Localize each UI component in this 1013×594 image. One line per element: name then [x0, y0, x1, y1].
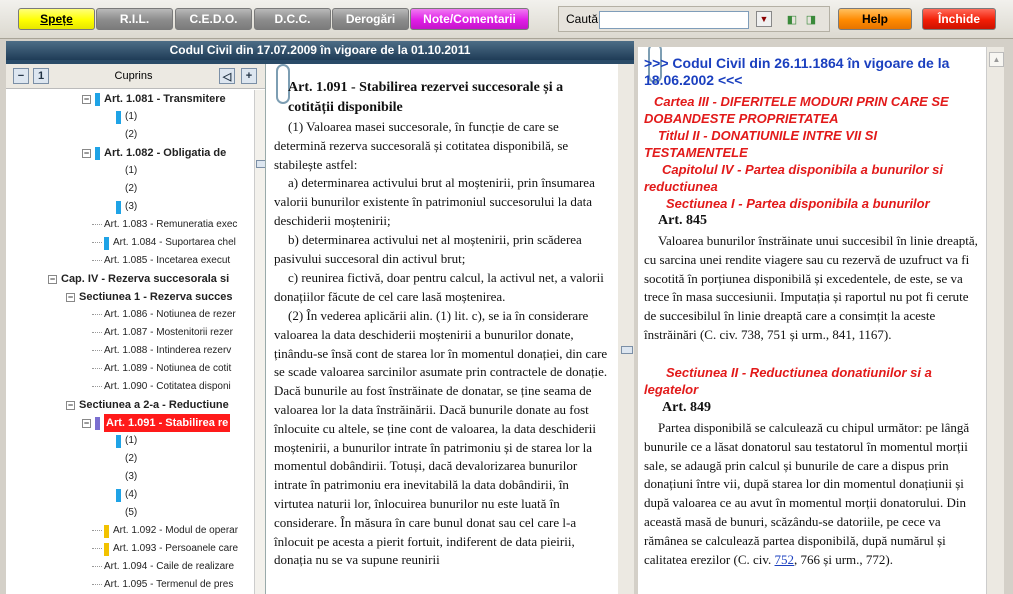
article-paragraph: Valoarea bunurilor înstrăinate unui succesibil în linie dreaptă, cu sarcina unei rendite viagere sau cu rezervă de uzufruct va fi socotită în porțiunea disponibilă și excedentele, de este, se va trece în masa succesiunii. Imputația și raportul nu pot fi cerute de succesibilul în linie dreaptă care a consimțit la aceste înstrăinări (C. civ. 738, 751 și urm., 841, 1167). [644, 233, 978, 342]
tree-item[interactable]: Art. 1.093 - Persoanele care [92, 540, 238, 558]
prev-result-icon[interactable]: ◧ [786, 13, 798, 26]
tree-item[interactable]: − Art. 1.081 - Transmitere [83, 93, 226, 105]
section-heading: Capitolul IV - Partea disponibila a bunurilor si reductiunea [644, 162, 943, 194]
expand-all-icon[interactable]: + [241, 68, 257, 84]
old-code-comparison-panel [638, 47, 986, 594]
tree-item[interactable]: (1) [116, 432, 137, 450]
article-paragraph: b) determinarea activului net al moștenirii, prin scăderea pasivului succesoral din activul brut; [274, 232, 582, 266]
toc-toolbar [6, 64, 265, 89]
paragraph-text: Partea disponibilă se calculează cu chipul următor: pe lângă bunurile ce a lăsat donatorul sau testatorul în momentul morții sale, se adaugă prin calcul și bunurile de care a dispus prin donațiuni între vii, după starea lor din momentul donațiunii și după valoarea ce au avut în momentul morții donatorului. Din această masă de bunuri, scăzându-se datoriile, pe cece va rămânea se calculează partea disponibilă, după numărul și calitatea erezilor (C. civ. [644, 420, 970, 567]
tree-item[interactable]: (4) [116, 486, 137, 504]
search-label: Caută [566, 12, 599, 26]
scroll-thumb[interactable] [621, 346, 633, 354]
article-title: Art. 1.091 - Stabilirea rezervei succesorale și a cotității disponibile [288, 80, 564, 115]
right-scrollbar[interactable] [986, 47, 1004, 594]
tree-item[interactable]: − Cap. IV - Rezerva succesorala si [49, 273, 230, 285]
tree-item[interactable]: (2) [116, 450, 137, 468]
tree-item[interactable]: Art. 1.084 - Suportarea chel [92, 234, 236, 252]
article-content-panel [266, 64, 618, 594]
expand-level-icon[interactable]: 1 [33, 68, 49, 84]
toc-tree [6, 90, 254, 594]
old-code-heading[interactable]: >>> Codul Civil din 26.11.1864 în vigoare de la 18.06.2002 <<< [644, 55, 950, 88]
paragraph-text: , 766 și urm., 772). [794, 551, 893, 567]
tree-item[interactable]: Art. 1.095 - Termenul de pres [92, 576, 233, 594]
collapse-all-icon[interactable]: − [13, 68, 29, 84]
tree-item[interactable]: Art. 1.090 - Cotitatea disponi [92, 378, 231, 396]
chevron-down-icon[interactable]: ▼ [756, 11, 772, 27]
derogari-button[interactable]: Derogări [332, 8, 409, 30]
section-heading: Cartea III - DIFERITELE MODURI PRIN CARE SE DOBANDESTE PROPRIETATEA [644, 94, 949, 126]
spete-button[interactable]: Spețe [18, 8, 95, 30]
tree-item[interactable]: (3) [116, 198, 137, 216]
sync-left-icon[interactable]: ◁ [219, 68, 235, 84]
tree-item[interactable]: Art. 1.089 - Notiunea de cotit [92, 360, 231, 378]
toc-scrollbar[interactable] [254, 90, 266, 594]
article-paragraph: (1) Valoarea masei succesorale, în funcție de care se determină rezerva succesorală și cotitatea disponibilă, se stabilește astfel: [274, 119, 569, 172]
cedo-button[interactable]: C.E.D.O. [175, 8, 252, 30]
help-button[interactable]: Help [838, 8, 912, 30]
article-title: Art. 845 [658, 213, 707, 228]
tree-item[interactable]: Art. 1.086 - Notiunea de rezer [92, 306, 236, 324]
scroll-up-icon[interactable]: ▲ [989, 52, 1004, 67]
main-toolbar [0, 0, 1013, 39]
article-paragraph: c) reunirea fictivă, doar pentru calcul, la activul net, a valorii donațiilor făcute de cel care lasă moștenirea. [274, 270, 604, 304]
tree-item[interactable]: Art. 1.092 - Modul de operar [92, 522, 238, 540]
article-title: Art. 849 [662, 400, 711, 415]
next-result-icon[interactable]: ◨ [805, 13, 817, 26]
section-heading: Sectiunea I - Partea disponibila a bunurilor [666, 196, 930, 211]
scroll-thumb[interactable] [256, 160, 266, 168]
table-of-contents-panel [6, 64, 266, 594]
article-paragraph: a) determinarea activului brut al moștenirii, prin însumarea valorii bunurilor existente în patrimoniul succesorului la data deschiderii moștenirii; [274, 175, 595, 228]
tree-item[interactable]: − Sectiunea a 2-a - Reductiune [67, 399, 229, 411]
tree-item[interactable]: − Art. 1.082 - Obligatia de [83, 147, 227, 159]
dcc-button[interactable]: D.C.C. [254, 8, 331, 30]
tree-item[interactable]: (5) [116, 504, 137, 522]
article-scrollbar[interactable] [618, 64, 634, 594]
ril-button[interactable]: R.I.L. [96, 8, 173, 30]
tree-item[interactable]: Art. 1.085 - Incetarea execut [92, 252, 230, 270]
tree-item[interactable]: (1) [116, 108, 137, 126]
tree-item[interactable]: − Sectiunea 1 - Rezerva succes [67, 291, 233, 303]
tree-item[interactable]: (2) [116, 126, 137, 144]
article-paragraph [644, 419, 980, 569]
article-link[interactable]: 752 [774, 551, 795, 567]
section-heading: Titlul II - DONATIUNILE INTRE VII SI TESTAMENTELE [644, 128, 878, 160]
note-comentarii-button[interactable]: Note/Comentarii [410, 8, 529, 30]
section-heading: Sectiunea II - Reductiunea donatiunilor si a legatelor [644, 365, 932, 397]
tree-item[interactable]: Art. 1.083 - Remuneratia exec [92, 216, 237, 234]
close-button[interactable]: Închide [922, 8, 996, 30]
toc-title: Cuprins [114, 70, 153, 82]
tree-item[interactable]: Art. 1.087 - Mostenitorii rezer [92, 324, 233, 342]
document-header-title: Codul Civil din 17.07.2009 în vigoare de la 01.10.2011 [6, 41, 634, 60]
search-input[interactable] [599, 11, 749, 29]
tree-item-selected[interactable]: − Art. 1.091 - Stabilirea re [82, 414, 230, 432]
tree-item[interactable]: (2) [116, 180, 137, 198]
tree-item[interactable]: Art. 1.094 - Caile de realizare [92, 558, 234, 576]
article-paragraph: (2) În vederea aplicării alin. (1) lit. c), se ia în considerare valoarea la data deschiderii moștenirii a bunurilor donate, ținându-se însă cont de starea lor în momentul donației, din care se scade valoarea sarcinilor asumate prin contractele de donație. Dacă bunurile au fost înstrăinate de donatar, se ține seama de valoarea lor la data înstrăinării. Dacă bunurile donate au fost înlocuite cu altele, se ține cont de valoarea, la data deschiderii moștenirii, a bunurilor intrate în patrimoniu și de starea lor la momentul dobândirii. Totuși, dacă devalorizarea bunurilor intrate în patrimoniu era inevitabilă la data dobândirii, în virtutea naturii lor, înlocuirea bunurilor nu este luată în considerare. În măsura în care bunul donat sau cel care l-a înlocuit pe acesta a pierit fortuit, indiferent de data pieirii, donația nu se va supune reunirii [274, 308, 608, 568]
tree-item[interactable]: (3) [116, 468, 137, 486]
tree-item[interactable]: (1) [116, 162, 137, 180]
tree-item[interactable]: Art. 1.088 - Intinderea rezerv [92, 342, 231, 360]
